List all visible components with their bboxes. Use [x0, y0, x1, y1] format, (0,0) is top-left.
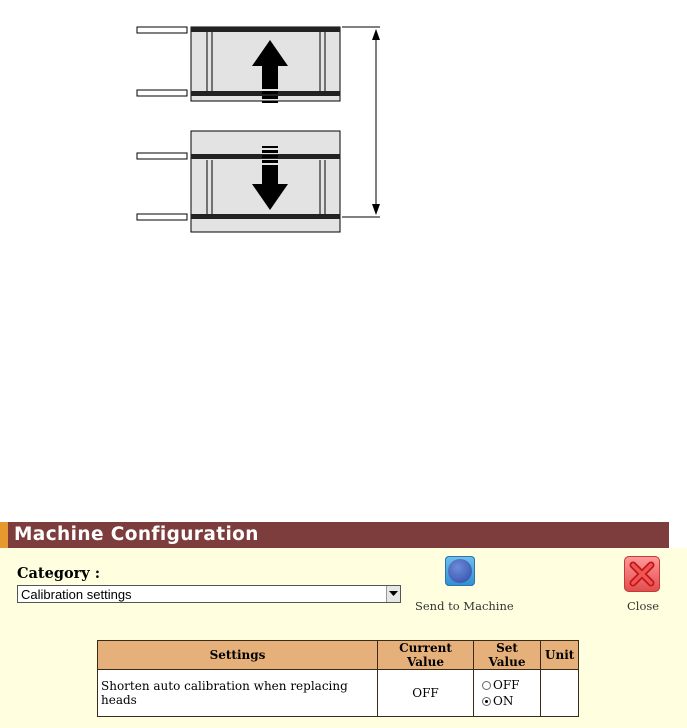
dimension-line: [342, 27, 380, 217]
close-x-icon: [624, 556, 660, 592]
radio-on-label: ON: [493, 694, 514, 708]
set-value-cell: [474, 670, 541, 717]
category-select[interactable]: [17, 585, 401, 603]
send-to-machine-icon: [445, 556, 475, 586]
header-unit: Unit: [541, 641, 579, 670]
close-button[interactable]: [620, 554, 668, 616]
upper-head-block: [137, 27, 340, 101]
panel-header: [0, 522, 687, 548]
current-value: OFF: [378, 670, 474, 717]
radio-on[interactable]: [482, 697, 491, 706]
close-label: Close: [627, 599, 660, 613]
radio-option-off[interactable]: [482, 677, 539, 693]
machine-configuration-panel: [0, 522, 687, 728]
header-accent: [0, 522, 8, 548]
header-settings: Settings: [98, 641, 378, 670]
head-calibration-diagram: [0, 0, 687, 260]
lower-head-block: [137, 131, 340, 232]
setting-name: Shorten auto calibration when replacing heads: [98, 670, 378, 717]
category-selected-value: Calibration settings: [21, 587, 132, 602]
radio-off[interactable]: [482, 681, 491, 690]
header-current-value: Current Value: [378, 641, 474, 670]
radio-option-on[interactable]: [482, 693, 539, 709]
settings-table: [97, 640, 579, 717]
radio-off-label: OFF: [493, 678, 520, 692]
send-to-machine-button[interactable]: [415, 554, 525, 616]
table-row: [98, 670, 579, 717]
header-set-value: Set Value: [474, 641, 541, 670]
send-to-machine-label: Send to Machine: [415, 599, 514, 613]
table-header-row: [98, 641, 579, 670]
diagram-svg: [0, 0, 687, 260]
category-label: Category :: [17, 565, 101, 582]
chevron-down-icon[interactable]: [386, 586, 400, 602]
unit-value: [541, 670, 579, 717]
header-right-edge: [669, 522, 687, 548]
panel-title: Machine Configuration: [14, 524, 259, 545]
